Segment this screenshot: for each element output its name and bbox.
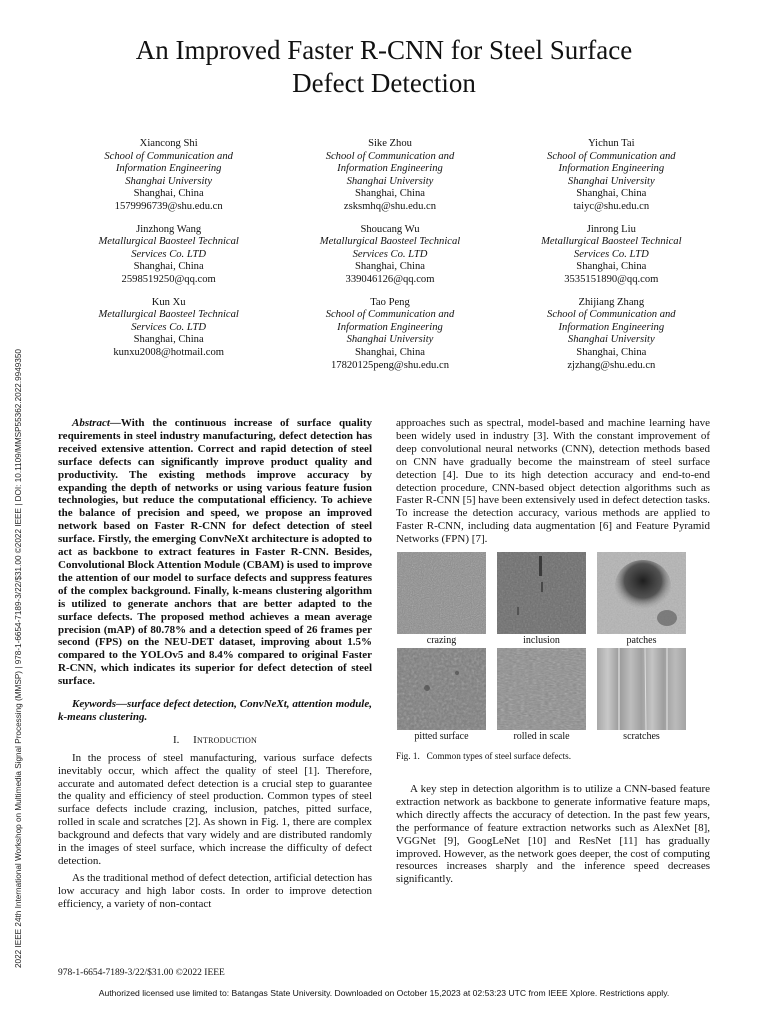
author-location: Shanghai, China (133, 261, 204, 273)
author-name: Shoucang Wu (360, 223, 420, 235)
author-name: Xiancong Shi (139, 138, 198, 149)
figure-caption-text: Common types of steel surface defects. (426, 751, 572, 762)
inclusion-image (497, 552, 586, 634)
author-affiliation: School of Communication and Information Engineering Shanghai University (104, 150, 233, 187)
author-affiliation: School of Communication and Information Engineering Shanghai University (547, 309, 676, 346)
author-card (279, 224, 500, 287)
title-line-2: Defect Detection (292, 68, 476, 98)
author-location: Shanghai, China (576, 188, 647, 200)
author-location: Shanghai, China (354, 188, 425, 200)
author-block (58, 138, 722, 372)
right-paragraph-2: A key step in detection algorithm is to utilize a CNN-based feature extraction network as backbone to generate informative feature maps, which directly affects the accuracy of detection. In the past few years, the performance of feature extraction networks such as AlexNet [8], VGGNet [9], GoogLeNet [10] and ResNet [11] has gradually improved. However, as the network goes deeper, the cost of computing resources increases sharply and the inference speed decreases significantly. (396, 782, 710, 886)
left-column (58, 417, 372, 915)
author-name: Jinrong Liu (586, 223, 636, 235)
title-line-1: An Improved Faster R-CNN for Steel Surface (135, 35, 633, 65)
author-card (279, 297, 500, 373)
author-email[interactable]: 2598519250@qq.com (121, 273, 216, 285)
figure-label: crazing (426, 635, 457, 647)
author-card (58, 138, 279, 214)
side-citation-caption: 2022 IEEE 24th International Workshop on Multimedia Signal Processing (MMSP) | 978-1-6654-7189-3/22/$31.00 ©2022 IEEE | DOI: 10.1109/MMSP55362.2022.9949350 (14, 349, 23, 968)
author-email[interactable]: 3535151890@qq.com (564, 273, 659, 285)
figure-cell (597, 648, 686, 744)
author-card (279, 138, 500, 214)
intro-paragraph-2: As the traditional method of defect detection, artificial detection has low accuracy and high labor costs. In order to improve detection efficiency, a variety of non-contact (58, 871, 372, 910)
pitted-surface-image (397, 648, 486, 730)
figure-1 (396, 552, 710, 763)
author-email[interactable]: kunxu2008@hotmail.com (113, 346, 224, 358)
author-affiliation: School of Communication and Information Engineering Shanghai University (325, 150, 455, 187)
author-location: Shanghai, China (354, 261, 425, 273)
abstract-lead: Abstract (72, 417, 110, 429)
author-affiliation: Metallurgical Baosteel Technical Services Co. LTD (98, 236, 239, 260)
author-location: Shanghai, China (576, 261, 647, 273)
right-paragraph-1: approaches such as spectral, model-based and machine learning have been widely used in industry [3]. With the constant improvement of deep convolutional neural networks (CNN), detection methods based on CNN have gradually become the mainstream of steel surface detection [4]. Due to its high detection accuracy and end-to-end detection procedure, CNN-based object detection algorithms such as Faster R-CNN [5] have been extensively used in defect detection tasks. To increase the detection accuracy, various methods are applied to Faster R-CNN, including data augmentation [6] and Feature Pyramid Networks (FPN) [7]. (396, 417, 710, 546)
author-location: Shanghai, China (133, 334, 204, 346)
author-location: Shanghai, China (133, 188, 204, 200)
footer-copyright: 978-1-6654-7189-3/22/$31.00 ©2022 IEEE (58, 968, 225, 978)
figure-caption (396, 750, 710, 763)
abstract-body: —With the continuous increase of surface quality requirements in steel industry manufacturing, defect detection has received extensive attention. Correct and rapid detection of steel surface defects can significantly improve product quality and productivity. The existing methods improve accuracy by expanding the depth of networks or using various feature fusion technologies, but reduce the computational efficiency. To achieve the balance of precision and speed, we propose an improved network based on Faster R-CNN for defect detection of steel surface. Firstly, the emerging ConvNeXt architecture is adopted to act as backbone to extract features in Faster R-CNN. Besides, Convolutional Block Attention Module (CBAM) is used to improve the attention of our model to surface defects and suppress features of the complex background. Finally, k-means clustering algorithm is utilized to generate anchors that are better adapted to the surface defects. The proposed method achieves a mean average precision (mAP) of 80.78% and a detection speed of 26 frames per second (FPS) on the NEU-DET dataset, improving about 1.5% compared to the YOLOv5 and 8.4% compared to original Faster R-CNN, which indicates its superior for defect detection of steel surface. (58, 417, 372, 688)
section-heading-introduction (58, 734, 372, 747)
author-email[interactable]: zjzhang@shu.edu.cn (567, 359, 656, 371)
author-location: Shanghai, China (354, 346, 425, 358)
figure-label: scratches (623, 731, 660, 743)
figure-cell (597, 552, 686, 648)
author-affiliation: School of Communication and Information Engineering Shanghai University (547, 150, 676, 187)
section-title: Introduction (193, 733, 257, 746)
license-notice: Authorized licensed use limited to: Batangas State University. Downloaded on October 15,2023 at 02:53:23 UTC from IEEE Xplore. Restrictions apply. (98, 988, 670, 998)
author-affiliation: Metallurgical Baosteel Technical Services Co. LTD (541, 236, 682, 260)
intro-paragraph-1: In the process of steel manufacturing, various surface defects inevitably occur, which affect the quality of steel [1]. Therefore, accurate and automated defect detection is a crucial step to guarantee the quality and efficiency of steel production. Common types of steel surface defects include crazing, inclusion, patches, pitted surface, rolled in scale and scratches [2]. As shown in Fig. 1, there are complex background and defects that vary widely and are distributed randomly in the images of steel surface, which increase the difficulty of defect detection. (58, 751, 372, 867)
author-name: Zhijiang Zhang (578, 296, 645, 308)
figure-cell (497, 648, 586, 744)
author-card (501, 297, 722, 373)
author-affiliation: Metallurgical Baosteel Technical Services Co. LTD (319, 236, 461, 260)
figure-label: patches (626, 635, 657, 647)
author-email[interactable]: taiyc@shu.edu.cn (573, 200, 650, 212)
paper-title (0, 34, 768, 100)
author-email[interactable]: 17820125peng@shu.edu.cn (330, 359, 450, 371)
figure-image-grid (396, 552, 710, 744)
author-name: Sike Zhou (368, 138, 412, 149)
author-card (58, 224, 279, 287)
patches-image (597, 552, 686, 634)
keywords: Keywords—surface defect detection, ConvNeXt, attention module, k-means clustering. (58, 698, 372, 723)
author-email[interactable]: 339046126@qq.com (345, 273, 435, 285)
author-affiliation: School of Communication and Information Engineering Shanghai University (325, 309, 455, 346)
author-email[interactable]: zsksmhq@shu.edu.cn (343, 200, 437, 212)
author-location: Shanghai, China (576, 346, 647, 358)
author-card (501, 138, 722, 214)
section-number: I. (172, 733, 180, 746)
scratches-image (597, 648, 686, 730)
figure-cell (397, 648, 486, 744)
figure-cell (397, 552, 486, 648)
figure-label: rolled in scale (513, 731, 570, 743)
author-affiliation: Metallurgical Baosteel Technical Services Co. LTD (98, 309, 239, 333)
abstract (58, 417, 372, 688)
author-card (58, 297, 279, 373)
author-email[interactable]: 1579996739@shu.edu.cn (114, 200, 223, 212)
author-name: Jinzhong Wang (136, 223, 202, 235)
author-name: Kun Xu (151, 296, 186, 308)
right-column (396, 417, 710, 890)
figure-number: Fig. 1. (396, 751, 420, 762)
rolled-in-scale-image (497, 648, 586, 730)
figure-label: pitted surface (414, 731, 469, 743)
crazing-image (397, 552, 486, 634)
author-card (501, 224, 722, 287)
figure-label: inclusion (523, 635, 560, 647)
figure-cell (497, 552, 586, 648)
author-name: Yichun Tai (588, 138, 635, 149)
author-name: Tao Peng (370, 296, 410, 308)
